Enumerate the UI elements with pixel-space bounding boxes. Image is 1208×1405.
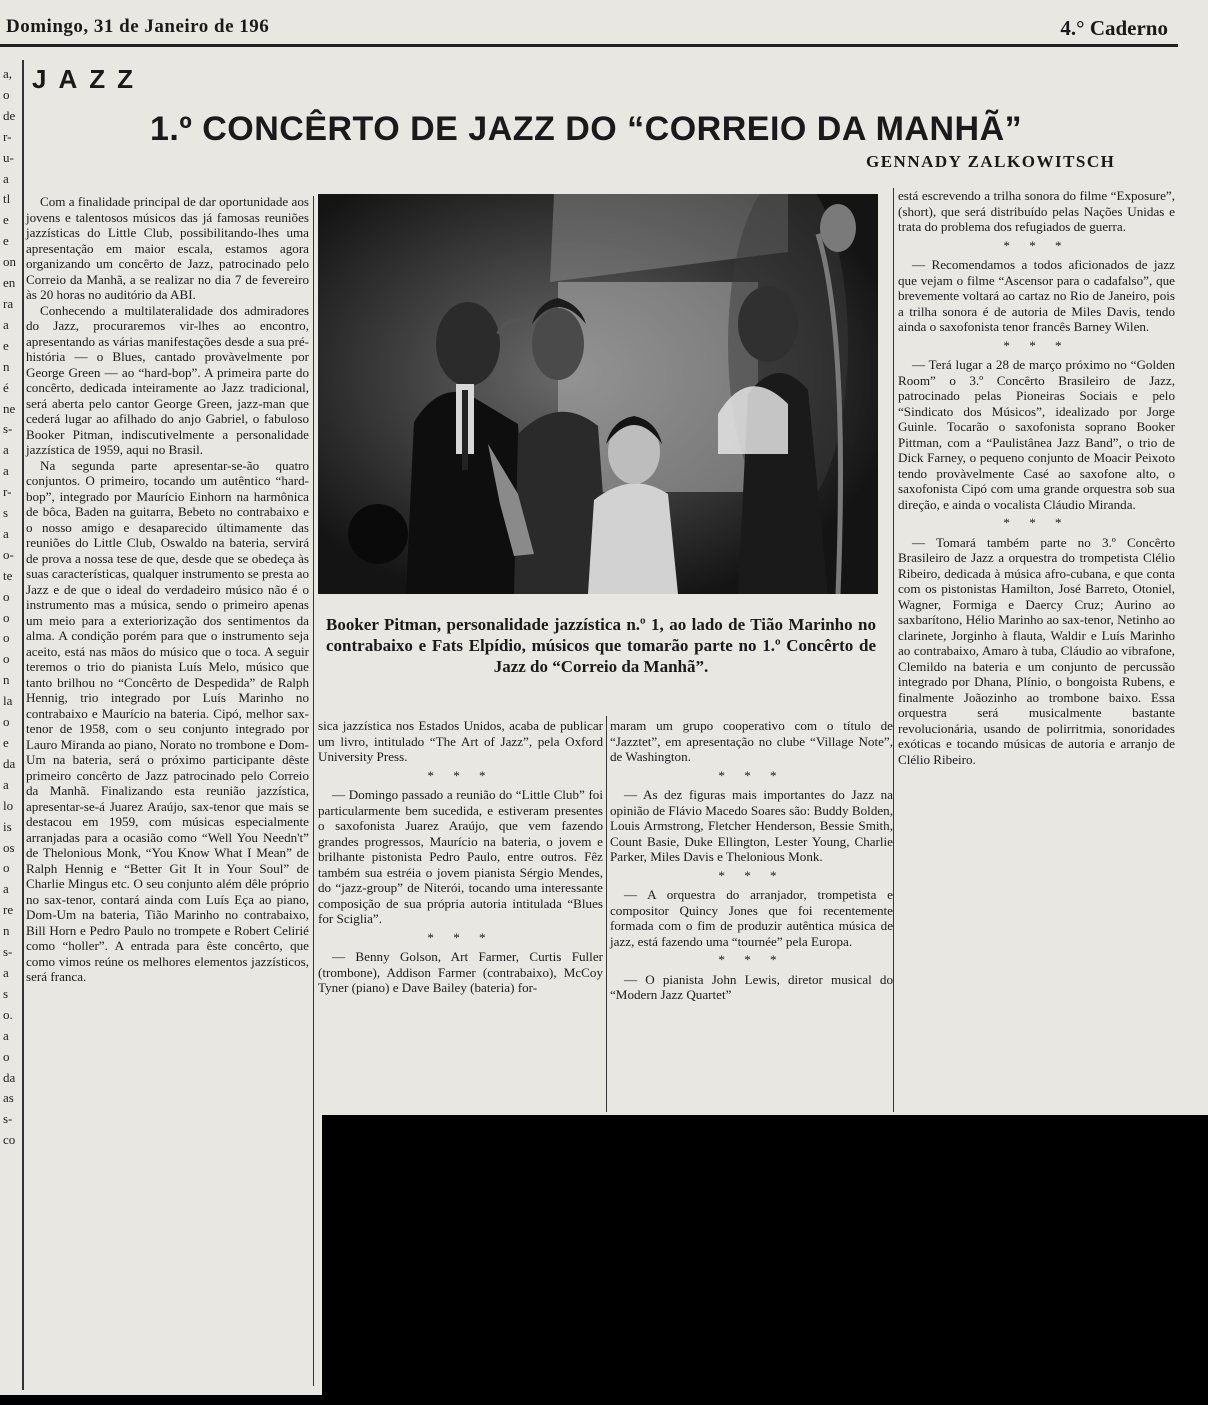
margin-fragment: on xyxy=(3,254,16,270)
section-separator: * * * xyxy=(718,767,785,783)
header-section: 4.° Caderno xyxy=(1060,16,1168,40)
margin-fragment: r- xyxy=(3,484,12,500)
clipped-margin-text xyxy=(3,64,23,1151)
margin-fragment: u- xyxy=(3,149,14,165)
section-kicker: JAZZ xyxy=(32,64,145,94)
margin-fragment: o xyxy=(3,860,10,876)
section-separator: * * * xyxy=(427,767,494,783)
margin-fragment: o xyxy=(3,714,10,730)
margin-fragment: e xyxy=(3,233,9,249)
margin-fragment: e xyxy=(3,337,9,353)
paragraph: — Benny Golson, Art Farmer, Curtis Fuller (trombone), Addison Farmer (contrabaixo), McCoy Tyner (piano) e Dave Bailey (bateria) for- xyxy=(318,949,603,995)
article-photo xyxy=(318,194,878,594)
margin-fragment: n xyxy=(3,672,10,688)
margin-fragment: ne xyxy=(3,400,16,416)
paragraph: sica jazzística nos Estados Unidos, acaba de publicar um livro, intitulado “The Art of Jazz”, pela Oxford University Press. xyxy=(318,718,603,764)
margin-fragment: o xyxy=(3,86,10,102)
margin-fragment: a xyxy=(3,463,9,479)
margin-fragment: co xyxy=(3,1132,16,1148)
margin-fragment: da xyxy=(3,1069,16,1085)
article-column-3 xyxy=(610,718,893,1003)
section-separator: * * * xyxy=(718,867,785,883)
margin-fragment: en xyxy=(3,275,16,291)
musicians-photo-illustration xyxy=(318,194,878,594)
paragraph: Com a finalidade principal de dar oportunidade aos jovens e talentosos músicos das já famosas reuniões jazzísticas do Little Club, possibilitando-lhes uma apresentação em maior escala, estamos agora organizando um concêrto de Jazz, patrocinado pelo Correio da Manhã, a se realizar no dia 7 de fevereiro às 20 horas no auditório da ABI. xyxy=(26,194,309,302)
margin-fragment: o- xyxy=(3,546,14,562)
margin-fragment: a xyxy=(3,1027,9,1043)
section-separator: * * * xyxy=(427,929,494,945)
margin-fragment: s- xyxy=(3,421,13,437)
section-separator: * * * xyxy=(718,952,785,967)
margin-fragment: r- xyxy=(3,128,12,144)
margin-fragment: a xyxy=(3,316,9,332)
column-rule xyxy=(893,188,894,1112)
margin-fragment: n xyxy=(3,923,10,939)
article-byline: GENNADY ZALKOWITSCH xyxy=(866,152,1116,171)
margin-fragment: re xyxy=(3,902,14,918)
margin-fragment: a xyxy=(3,881,9,897)
margin-fragment: s xyxy=(3,985,9,1001)
paragraph: — Recomendamos a todos aficionados de jazz que vejam o filme “Ascensor para o cadafalso”, que brevemente voltará ao cartaz no Rio de Janeiro, pois a trilha sonora é de autoria de Miles Davis, tendo ainda o saxofonista tenor francês Barney Wilen. xyxy=(898,257,1175,334)
margin-fragment: a xyxy=(3,442,9,458)
paragraph: maram um grupo cooperativo com o título de “Jazztet”, em apresentação no clube “Village Note”, de Washington. xyxy=(610,718,893,764)
margin-fragment: o xyxy=(3,651,10,667)
paragraph: — Terá lugar a 28 de março próximo no “Golden Room” o 3.º Concêrto Brasileiro de Jazz, patrocinado pelas Pioneiras Sociais e pelo “Sindicato dos Músicos”, idealizado por Jorge Guinle. Tocarão o saxofonista soprano Booker Pittman, com a “Paulistânea Jazz Band”, o trio de Dick Farney, o pequeno conjunto de Moacir Peixoto tendo provàvelmente Casé ao saxofone alto, o saxofonista Cipó com uma grande orquestra sob sua direção, e ainda o vocalista Cláudio Miranda. xyxy=(898,357,1175,512)
margin-fragment: a xyxy=(3,525,9,541)
header-date: Domingo, 31 de Janeiro de 196 xyxy=(6,16,270,37)
margin-fragment: n xyxy=(3,358,10,374)
margin-fragment: a xyxy=(3,170,9,186)
margin-fragment: a xyxy=(3,776,9,792)
paragraph: está escrevendo a trilha sonora do filme “Exposure”, (short), que será distribuído pelas Nações Unidas e trata do problema dos refugiados de guerra. xyxy=(898,188,1175,234)
margin-fragment: s xyxy=(3,505,9,521)
margin-fragment: te xyxy=(3,567,13,583)
column-rule xyxy=(606,716,607,1112)
article-column-4 xyxy=(898,188,1175,767)
section-separator: * * * xyxy=(1003,337,1070,353)
margin-fragment: s- xyxy=(3,1111,13,1127)
margin-fragment: o xyxy=(3,609,10,625)
section-separator: * * * xyxy=(1003,515,1070,530)
margin-fragment: o xyxy=(3,630,10,646)
photo-caption: Booker Pitman, personalidade jazzística n.º 1, ao lado de Tião Marinho no contrabaixo e Fats Elpídio, músicos que tomarão parte no 1.º Concêrto de Jazz do “Correio da Manhã”. xyxy=(326,615,876,676)
article-column-2 xyxy=(318,718,603,996)
margin-fragment: tl xyxy=(3,191,11,207)
column-rule xyxy=(313,196,314,1386)
margin-fragment: da xyxy=(3,755,16,771)
margin-fragment: de xyxy=(3,107,16,123)
margin-fragment: o. xyxy=(3,1006,13,1022)
margin-fragment: s- xyxy=(3,944,13,960)
paragraph: — A orquestra do arranjador, trompetista e compositor Quincy Jones que foi recentemente formada com o fim de produzir autêntica música de jazz, está fazendo uma “tournée” pela Europa. xyxy=(610,887,893,949)
paragraph: — Domingo passado a reunião do “Little Club” foi particularmente bem sucedida, e estiveram presentes o saxofonista Juarez Araújo, que vem fazendo grandes progressos, Maurício na bateria, o jovem e brilhante pistonista Pedro Paulo, entre outros. Fêz também sua estréia o jovem pianista Sérgio Mendes, do “jazz-group” de Niterói, tocando uma interessante composição de sua própria autoria intitulada “Blues for Sciglia”. xyxy=(318,787,603,926)
paragraph: Conhecendo a multilateralidade dos admiradores do Jazz, procuraremos vir-lhes ao encontro, apresentando as várias manifestações desde a sua pré-história — o Blues, cantado provàvelmente por George Green — ao “hard-bop”. A primeira parte do concêrto, dedicada inteiramente ao Jazz tradicional, será aberta pelo cantor George Green, jazz-man que cederá lugar ao afilhado do anjo Gabriel, o fabuloso Booker Pitman, indiscutivelmente a personalidade jazzística de 1959, aqui no Brasil. xyxy=(26,302,309,457)
section-separator: * * * xyxy=(1003,237,1070,253)
page-header xyxy=(0,14,1178,47)
margin-fragment: as xyxy=(3,1090,14,1106)
paragraph: Na segunda parte apresentar-se-ão quatro conjuntos. O primeiro, tocando um autêntico “hard-bop”, integrado por Maurício Einhorn na harmônica de bôca, Baden na guitarra, Bebeto no contrabaixo e o nosso amigo e desaparecido últimamente das reuniões do Little Club, Oswaldo na bateria, servirá de prova a nossa tese de que, desde que se obedeça às suas características, qualquer instrumento se presta ao Jazz e de que o ideal do verdadeiro músico não é o instrumento mas a música, sendo o primeiro apenas um meio para a exteriorização dos sentimentos da alma. A condição porém para que o instrumento seja aceito, está nas mãos do músico que o toca. A seguir teremos o trio do pianista Luís Melo, músico que tanto brilhou no “Concêrto de Despedida” de Ralph Hennig, trio integrado por Luís Marinho no contrabaixo e Maurício na bateria. Cipó, melhor sax-tenor de 1958, com o seu conjunto integrado por Lauro Miranda ao piano, Norato no trombone e Dom-Um na bateria, será o próximo participante dêste primeiro concêrto de Jazz patrocinado pelo Correio da Manhã. Finalizando esta reunião jazzística, apresentar-se-á Juarez Araújo, sax-tenor que mais se destacou em 1959, com músicas especialmente arranjadas para a ocasião como “Well You Needn't” de Thelonious Monk, “You Know What I Mean” de Ralph Hennig e “Better Git It in Your Soul” de Charlie Mingus etc. O seu conjunto além dêle próprio no sax-tenor, contará ainda com Luís Eça ao piano, Dom-Um na bateria, Tião Marinho no contrabaixo, Bill Horn e Pedro Paulo no trompete e Robert Celirié como “holler”. A entrada para êste concêrto, que como vimos reúne os melhores elementos jazzísticos, será franca. xyxy=(26,457,309,984)
margin-fragment: os xyxy=(3,839,15,855)
paragraph: — Tomará também parte no 3.º Concêrto Brasileiro de Jazz a orquestra do trompetista Clélio Ribeiro, dedicada à música afro-cubana, e que conta com os pistonistas Hamilton, José Barreto, Otoniel, Wagner, Formiga e Daercy Cruz; Aurino ao saxbarítono, Hélio Marinho ao sax-tenor, Netinho ao clarinete, Jorginho à flauta, Waldir e Luís Marinho ao contrabaixo, Amaro à tuba, Cláudio ao vibrafone, Clemildo na bateria e um conjunto de percussão integrado por Dhana, Plínio, o bongoista Rubens, e finalmente Joãozinho ao trombone baixo. Essa orquestra será musicalmente bastante revolucionária, usando de polirritmia, sonoridades exóticas e tocando músicas de autoria e arranjo de Clélio Ribeiro. xyxy=(898,534,1175,767)
paragraph: — As dez figuras mais importantes do Jazz na opinião de Flávio Macedo Soares são: Buddy Bolden, Louis Armstrong, Fletcher Henderson, Bessie Smith, Count Basie, Duke Ellington, Lester Young, Charlie Parker, Miles Davis e Thelonious Monk. xyxy=(610,787,893,864)
margin-fragment: o xyxy=(3,588,10,604)
margin-fragment: a xyxy=(3,964,9,980)
margin-fragment: o xyxy=(3,1048,10,1064)
paragraph: — O pianista John Lewis, diretor musical do “Modern Jazz Quartet” xyxy=(610,971,893,1002)
margin-fragment: é xyxy=(3,379,9,395)
margin-fragment: e xyxy=(3,212,9,228)
margin-fragment: lo xyxy=(3,797,14,813)
margin-fragment: a, xyxy=(3,66,13,81)
margin-fragment: is xyxy=(3,818,12,834)
newspaper-page-bottom xyxy=(0,1110,322,1395)
margin-fragment: e xyxy=(3,735,9,750)
article-column-1 xyxy=(26,194,309,985)
article-headline: 1.º CONCÊRTO DE JAZZ DO “CORREIO DA MANHÃ” xyxy=(150,110,1023,148)
margin-fragment: ra xyxy=(3,295,14,311)
margin-fragment: la xyxy=(3,693,13,709)
